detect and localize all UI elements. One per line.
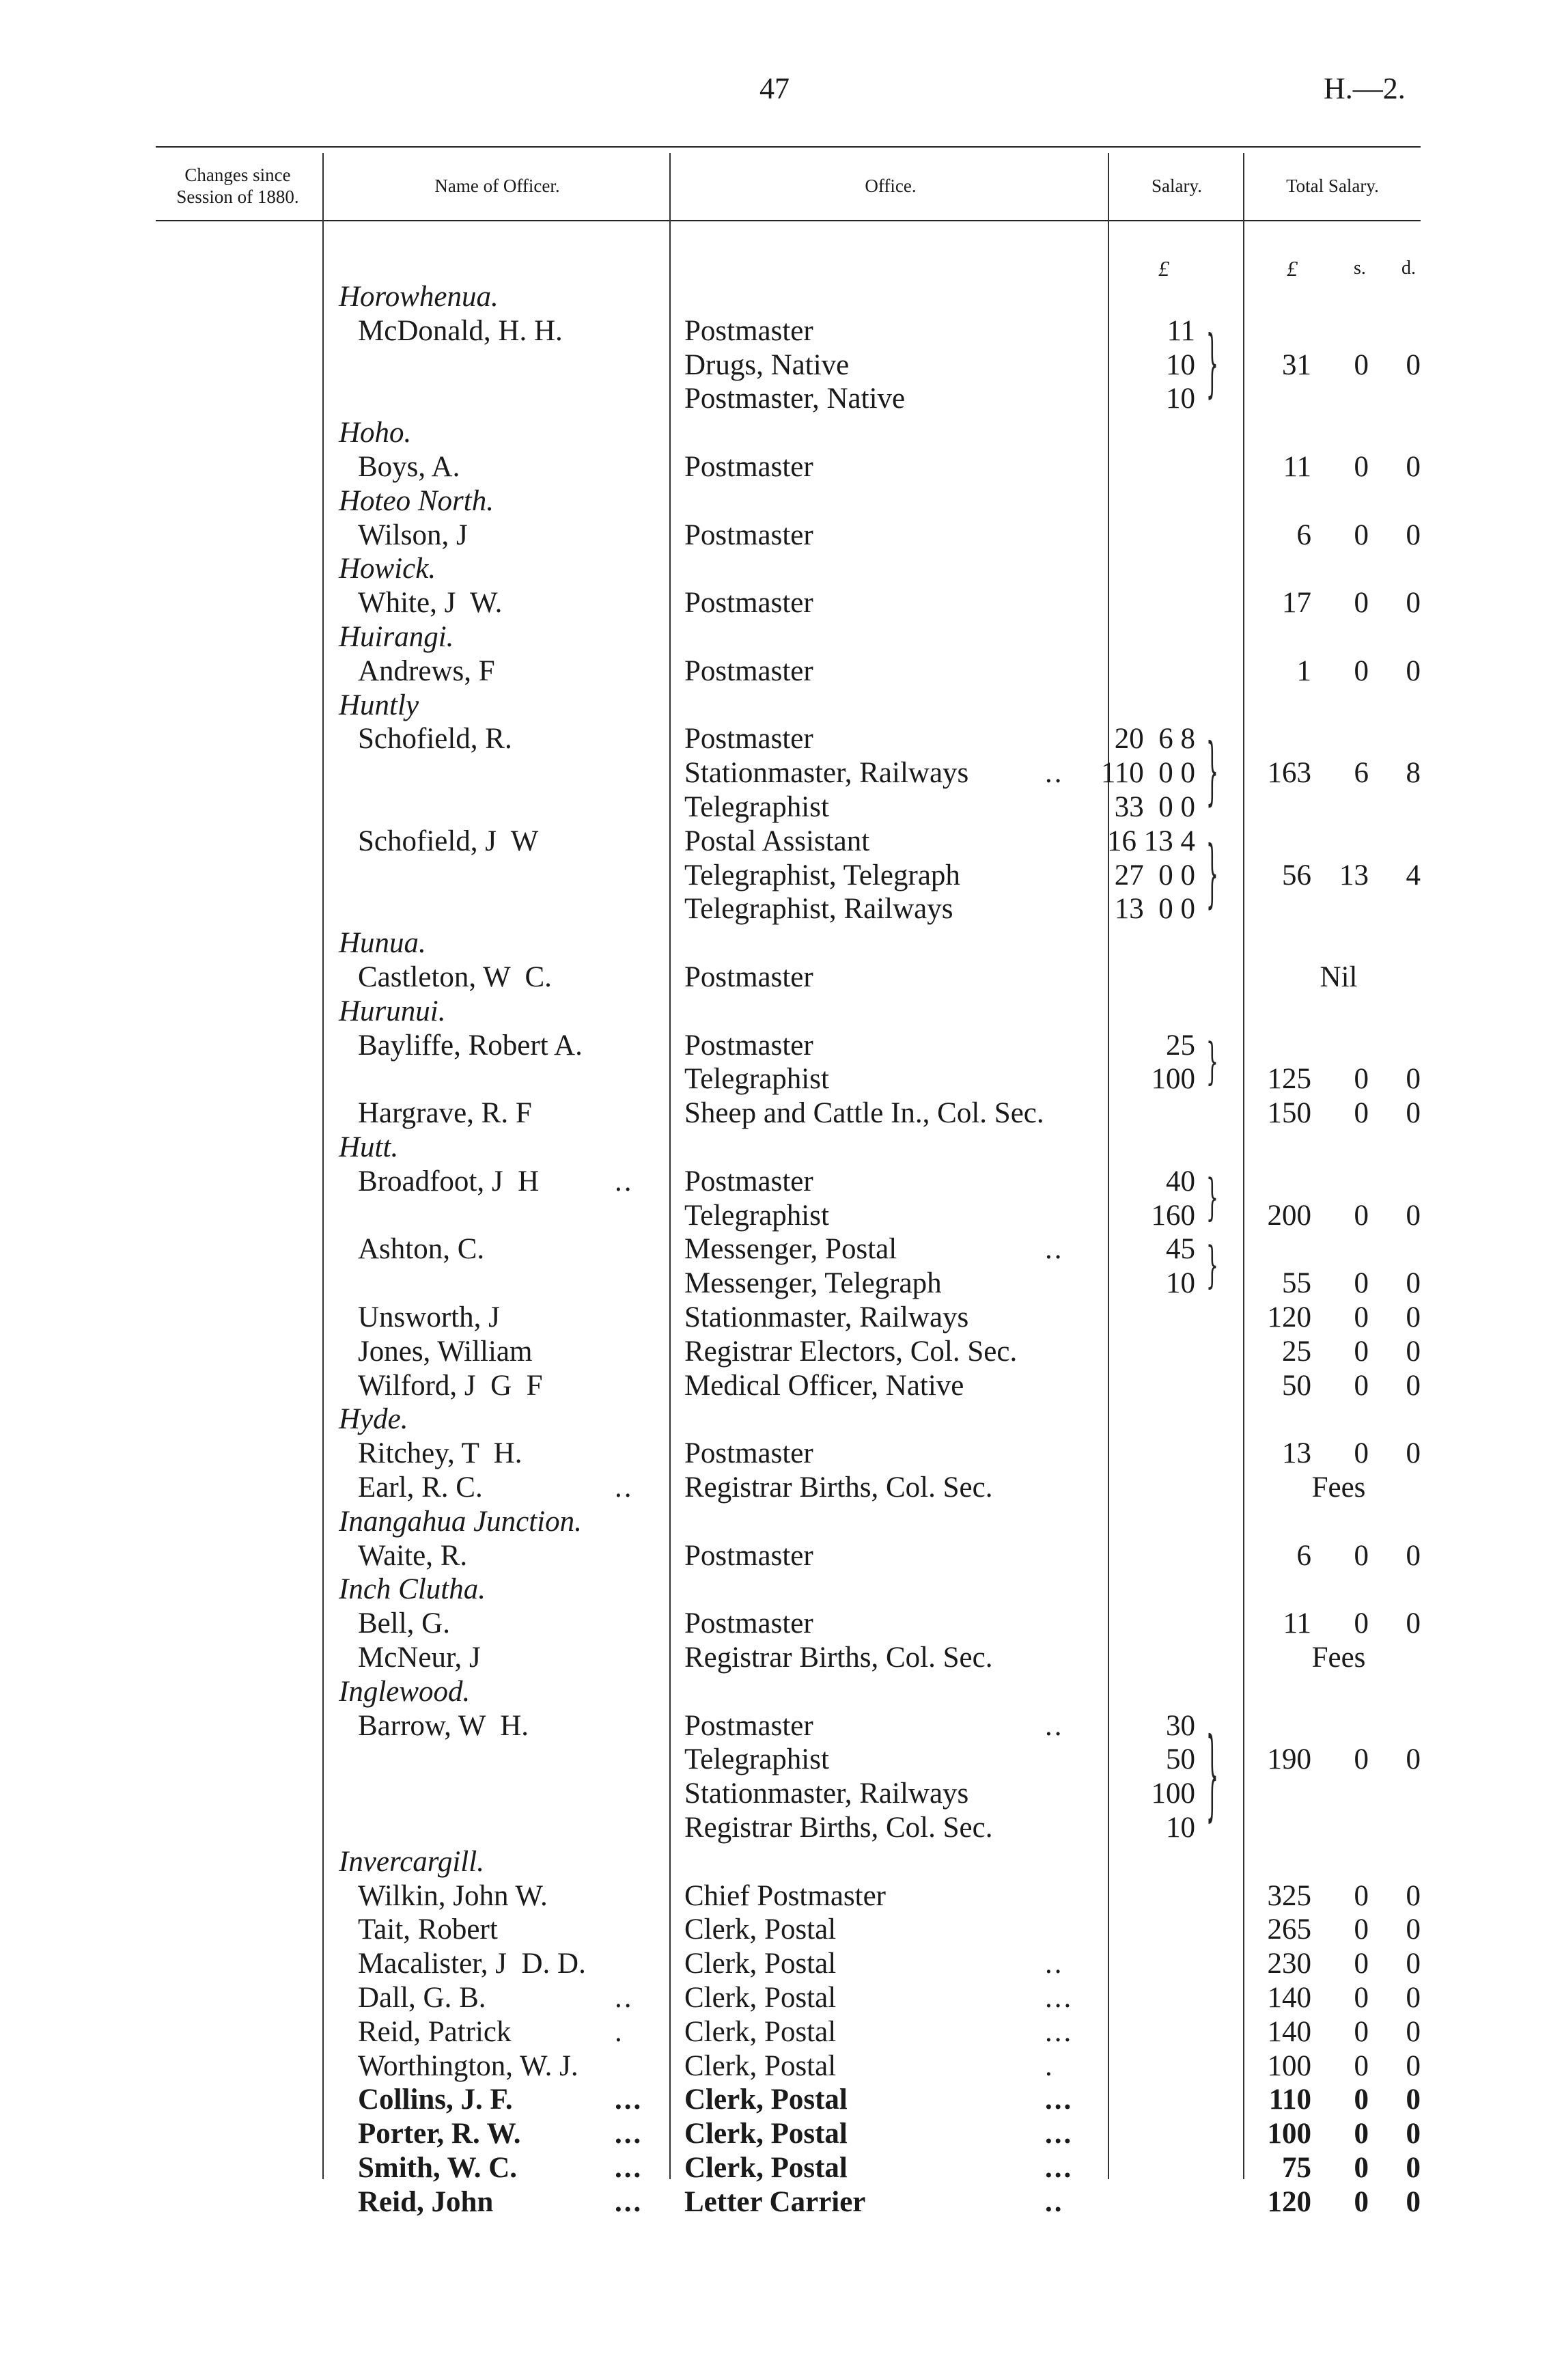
salary-value: 20 6 8 — [1114, 723, 1195, 756]
total-shillings: 0 — [1354, 587, 1369, 620]
total-note: Nil — [1320, 961, 1358, 993]
page-number: 47 — [759, 72, 790, 105]
town-heading-row — [0, 1573, 1549, 1607]
total-pounds: 11 — [1283, 451, 1311, 483]
total-pounds: 11 — [1283, 1607, 1311, 1640]
office-title: Telegraphist — [684, 1199, 829, 1232]
total-pence: 0 — [1406, 2152, 1421, 2184]
salary-value: 25 — [1166, 1029, 1195, 1062]
salary-value: 33 0 0 — [1114, 791, 1195, 823]
total-shillings: 0 — [1354, 1879, 1369, 1912]
grouping-brace: } — [1206, 1169, 1218, 1226]
salary-value: 27 0 0 — [1114, 859, 1195, 891]
office-title: Postmaster — [684, 723, 813, 756]
table-row — [0, 2049, 1549, 2084]
table-row — [0, 1641, 1549, 1675]
table-row — [0, 2185, 1549, 2219]
town-heading-row — [0, 416, 1549, 450]
table-row — [0, 1709, 1549, 1743]
total-pounds: 150 — [1267, 1097, 1311, 1130]
table-row — [0, 1913, 1549, 1947]
total-shillings: 0 — [1354, 654, 1369, 687]
officer-name: Bell, G. — [358, 1607, 450, 1640]
office-title: Postmaster, Native — [684, 383, 906, 415]
town-heading-row — [0, 926, 1549, 960]
salary-value: 13 0 0 — [1114, 893, 1195, 926]
total-pounds: 17 — [1282, 587, 1311, 620]
town-heading-row — [0, 1505, 1549, 1539]
leader-dots: ... — [1045, 2015, 1074, 2048]
total-pounds: 6 — [1296, 518, 1311, 551]
town-heading: Hurunui. — [339, 995, 446, 1027]
table-row — [0, 1777, 1549, 1811]
table-row — [0, 1369, 1549, 1403]
table-row — [0, 1607, 1549, 1641]
office-title: Messenger, Postal — [684, 1233, 897, 1266]
total-pounds: 6 — [1296, 1539, 1311, 1572]
table-row — [0, 790, 1549, 825]
total-pence: 0 — [1406, 1982, 1421, 2014]
table-row — [0, 756, 1549, 790]
leader-dots: .. — [1045, 1233, 1064, 1266]
table-row — [0, 1437, 1549, 1471]
officer-name: Broadfoot, J H — [358, 1165, 540, 1198]
leader-dots: .. — [1045, 1709, 1064, 1742]
table-row — [0, 2015, 1549, 2049]
officer-name: Schofield, R. — [358, 723, 512, 756]
office-title: Clerk, Postal — [684, 1948, 837, 1980]
salary-value: 160 — [1151, 1199, 1195, 1232]
town-heading: Huntly — [339, 689, 419, 721]
office-title: Telegraphist, Telegraph — [684, 859, 960, 891]
table-row — [0, 1267, 1549, 1301]
total-pounds: 125 — [1267, 1063, 1311, 1096]
town-heading: Hoteo North. — [339, 484, 494, 517]
leader-dots: ... — [1045, 2084, 1074, 2116]
leader-dots: .. — [1045, 757, 1064, 790]
office-title: Postmaster — [684, 1165, 813, 1198]
total-pence: 0 — [1406, 1063, 1421, 1096]
total-shillings: 0 — [1354, 2084, 1369, 2116]
total-shillings: 0 — [1354, 1948, 1369, 1980]
table-row — [0, 960, 1549, 995]
total-pence: 0 — [1406, 2049, 1421, 2082]
total-pounds: 163 — [1267, 757, 1311, 790]
town-heading: Hutt. — [339, 1131, 399, 1163]
salary-value: 10 — [1166, 383, 1195, 415]
office-title: Postmaster — [684, 1437, 813, 1470]
total-pence: 0 — [1406, 1267, 1421, 1300]
total-pounds: 75 — [1282, 2152, 1311, 2184]
column-header-total: Total Salary. — [1286, 176, 1379, 196]
grouping-brace: } — [1206, 1033, 1218, 1090]
officer-name: Barrow, W H. — [358, 1709, 529, 1742]
leader-dots: .. — [615, 1471, 634, 1504]
town-heading: Inch Clutha. — [339, 1573, 486, 1606]
officer-name: Ashton, C. — [358, 1233, 485, 1266]
table-row — [0, 1947, 1549, 1981]
total-note: Fees — [1311, 1642, 1366, 1674]
town-heading: Horowhenua. — [339, 281, 499, 313]
total-shillings: 0 — [1354, 1199, 1369, 1232]
total-shillings: 13 — [1339, 859, 1369, 891]
table-row — [0, 1471, 1549, 1505]
officer-name: Andrews, F — [358, 654, 495, 687]
salary-value: 30 — [1166, 1709, 1195, 1742]
total-pounds: 265 — [1267, 1913, 1311, 1946]
total-pence: 0 — [1406, 1437, 1421, 1470]
officer-name: Schofield, J W — [358, 825, 539, 857]
office-title: Stationmaster, Railways — [684, 1777, 969, 1810]
total-shillings: 0 — [1354, 1063, 1369, 1096]
officer-name: Tait, Robert — [358, 1913, 498, 1946]
office-title: Telegraphist, Railways — [684, 893, 953, 926]
town-heading-row — [0, 552, 1549, 586]
town-heading-row — [0, 484, 1549, 518]
office-title: Telegraphist — [684, 791, 829, 823]
office-title: Postmaster — [684, 1709, 813, 1742]
office-title: Clerk, Postal — [684, 2152, 848, 2184]
office-title: Clerk, Postal — [684, 2015, 837, 2048]
total-shillings: 6 — [1354, 757, 1369, 790]
officer-name: Earl, R. C. — [358, 1471, 483, 1504]
officer-name: Boys, A. — [358, 451, 460, 483]
leader-dots: ... — [615, 2084, 643, 2116]
officer-name: Wilford, J G F — [358, 1369, 543, 1402]
total-pence: 0 — [1406, 2185, 1421, 2218]
table-row — [0, 382, 1549, 416]
officer-name: Wilkin, John W. — [358, 1879, 548, 1912]
office-title: Postmaster — [684, 451, 813, 483]
total-pence: 0 — [1406, 1301, 1421, 1333]
total-shillings: 0 — [1354, 518, 1369, 551]
officer-name: Worthington, W. J. — [358, 2049, 578, 2082]
town-heading: Huirangi. — [339, 621, 454, 653]
officer-name: Reid, John — [358, 2185, 494, 2218]
town-heading-row — [0, 1675, 1549, 1709]
office-title: Clerk, Postal — [684, 1913, 837, 1946]
salary-value: 45 — [1166, 1233, 1195, 1266]
town-heading: Inangahua Junction. — [339, 1505, 582, 1538]
total-pounds: 140 — [1267, 2015, 1311, 2048]
table-row — [0, 1029, 1549, 1063]
office-title: Postmaster — [684, 518, 813, 551]
total-pence: 8 — [1406, 757, 1421, 790]
officer-name: Smith, W. C. — [358, 2152, 517, 2184]
leader-dots: .. — [1045, 1948, 1064, 1980]
officer-name: Macalister, J D. D. — [358, 1948, 586, 1980]
table-row — [0, 654, 1549, 689]
officer-name: Hargrave, R. F — [358, 1097, 532, 1130]
officer-name: Dall, G. B. — [358, 1982, 486, 2014]
table-row — [0, 1096, 1549, 1131]
office-title: Clerk, Postal — [684, 1982, 837, 2014]
column-header-changes: Changes since Session of 1880. — [176, 165, 299, 207]
total-shillings: 0 — [1354, 348, 1369, 381]
total-shillings: 0 — [1354, 1913, 1369, 1946]
total-pence: 0 — [1406, 1097, 1421, 1130]
table-row — [0, 1165, 1549, 1199]
total-pounds: 56 — [1282, 859, 1311, 891]
total-pence: 0 — [1406, 654, 1421, 687]
office-title: Letter Carrier — [684, 2185, 866, 2218]
total-pence: 0 — [1406, 1913, 1421, 1946]
grouping-brace: } — [1206, 1237, 1218, 1295]
total-pounds: 200 — [1267, 1199, 1311, 1232]
total-pence: 0 — [1406, 1369, 1421, 1402]
town-heading: Inglewood. — [339, 1675, 471, 1708]
total-pounds: 140 — [1267, 1982, 1311, 2014]
town-heading: Hunua. — [339, 927, 426, 960]
total-pence: 0 — [1406, 2015, 1421, 2048]
officer-name: McDonald, H. H. — [358, 314, 563, 347]
table-row — [0, 892, 1549, 926]
total-pounds: 25 — [1282, 1335, 1311, 1368]
leader-dots: . — [1045, 2049, 1055, 2082]
table-row — [0, 314, 1549, 348]
total-pence: 0 — [1406, 1743, 1421, 1776]
total-pence: 0 — [1406, 1539, 1421, 1572]
office-title: Postmaster — [684, 1029, 813, 1062]
officer-name: Wilson, J — [358, 518, 468, 551]
total-pence: 0 — [1406, 518, 1421, 551]
salary-value: 11 — [1167, 314, 1195, 347]
total-pounds: 230 — [1267, 1948, 1311, 1980]
table-row — [0, 1539, 1549, 1573]
office-title: Registrar Births, Col. Sec. — [684, 1812, 993, 1844]
officer-name: Ritchey, T H. — [358, 1437, 522, 1470]
office-title: Medical Officer, Native — [684, 1369, 964, 1402]
total-shillings: 0 — [1354, 1743, 1369, 1776]
total-pence: 0 — [1406, 2118, 1421, 2150]
office-title: Sheep and Cattle In., Col. Sec. — [684, 1097, 1044, 1130]
office-title: Drugs, Native — [684, 348, 850, 381]
grouping-brace: } — [1206, 831, 1218, 917]
office-title: Clerk, Postal — [684, 2049, 837, 2082]
table-row — [0, 586, 1549, 620]
table-row — [0, 1981, 1549, 2015]
total-note: Fees — [1311, 1471, 1366, 1504]
total-pence: 0 — [1406, 1948, 1421, 1980]
total-pounds: 110 — [1268, 2084, 1311, 2116]
total-pence: 4 — [1406, 859, 1421, 891]
total-pounds: 190 — [1267, 1743, 1311, 1776]
total-pound-unit: £ — [1287, 256, 1298, 281]
column-header-office: Office. — [865, 176, 917, 196]
total-pence: 0 — [1406, 451, 1421, 483]
table-row — [0, 1335, 1549, 1369]
table-row — [0, 2117, 1549, 2151]
leader-dots: ... — [1045, 2118, 1074, 2150]
table-row — [0, 1811, 1549, 1845]
officer-name: White, J W. — [358, 587, 503, 620]
total-shillings: 0 — [1354, 1097, 1369, 1130]
total-pence-unit: d. — [1401, 258, 1416, 279]
leader-dots: .. — [615, 1165, 634, 1198]
salary-value: 10 — [1166, 1267, 1195, 1300]
town-heading-row — [0, 620, 1549, 654]
total-pence: 0 — [1406, 1335, 1421, 1368]
town-heading-row — [0, 1402, 1549, 1437]
office-title: Postmaster — [684, 1539, 813, 1572]
column-header-name: Name of Officer. — [434, 176, 560, 196]
table-row — [0, 450, 1549, 484]
leader-dots: . — [615, 2015, 624, 2048]
officer-name: Jones, William — [358, 1335, 533, 1368]
total-pounds: 50 — [1282, 1369, 1311, 1402]
total-shillings: 0 — [1354, 2015, 1369, 2048]
total-shillings: 0 — [1354, 1267, 1369, 1300]
total-pence: 0 — [1406, 348, 1421, 381]
office-title: Stationmaster, Railways — [684, 1301, 969, 1333]
office-title: Postmaster — [684, 314, 813, 347]
table-row — [0, 859, 1549, 893]
total-shillings: 0 — [1354, 1607, 1369, 1640]
office-title: Registrar Births, Col. Sec. — [684, 1471, 993, 1504]
header-top-rule — [156, 146, 1421, 148]
table-row — [0, 1062, 1549, 1096]
total-pence: 0 — [1406, 1607, 1421, 1640]
table-row — [0, 2151, 1549, 2185]
officer-name: Collins, J. F. — [358, 2084, 513, 2116]
officer-name: Castleton, W C. — [358, 961, 552, 993]
salary-value: 100 — [1151, 1063, 1195, 1096]
officer-name: McNeur, J — [358, 1642, 481, 1674]
table-row — [0, 1199, 1549, 1233]
table-row — [0, 1743, 1549, 1777]
town-heading: Hyde. — [339, 1403, 408, 1436]
salary-value: 50 — [1166, 1743, 1195, 1776]
office-title: Clerk, Postal — [684, 2118, 848, 2150]
total-shillings-unit: s. — [1354, 258, 1366, 279]
table-row — [0, 2083, 1549, 2117]
office-title: Registrar Electors, Col. Sec. — [684, 1335, 1018, 1368]
grouping-brace: } — [1206, 730, 1218, 815]
table-row — [0, 722, 1549, 756]
officer-name: Bayliffe, Robert A. — [358, 1029, 583, 1062]
total-pence: 0 — [1406, 1879, 1421, 1912]
total-pounds: 100 — [1267, 2049, 1311, 2082]
salary-value: 40 — [1166, 1165, 1195, 1198]
total-pounds: 120 — [1267, 2185, 1311, 2218]
table-row — [0, 518, 1549, 553]
table-row — [0, 348, 1549, 383]
total-shillings: 0 — [1354, 1369, 1369, 1402]
town-heading-row — [0, 1845, 1549, 1879]
salary-value: 10 — [1166, 348, 1195, 381]
document-reference: H.—2. — [1324, 72, 1406, 105]
total-pounds: 325 — [1267, 1879, 1311, 1912]
leader-dots: ... — [1045, 1982, 1074, 2014]
office-title: Registrar Births, Col. Sec. — [684, 1642, 993, 1674]
grouping-brace: } — [1206, 1719, 1218, 1832]
total-shillings: 0 — [1354, 2118, 1369, 2150]
table-row — [0, 825, 1549, 859]
salary-value: 16 13 4 — [1107, 825, 1195, 857]
column-header-salary: Salary. — [1152, 176, 1202, 196]
town-heading: Invercargill. — [339, 1845, 484, 1878]
leader-dots: ... — [615, 2118, 643, 2150]
total-shillings: 0 — [1354, 2185, 1369, 2218]
office-title: Postmaster — [684, 961, 813, 993]
office-title: Postmaster — [684, 654, 813, 687]
leader-dots: ... — [615, 2152, 643, 2184]
office-title: Telegraphist — [684, 1063, 829, 1096]
officer-name: Waite, R. — [358, 1539, 468, 1572]
total-pounds: 100 — [1267, 2118, 1311, 2150]
total-shillings: 0 — [1354, 1335, 1369, 1368]
officer-name: Porter, R. W. — [358, 2118, 521, 2150]
town-heading-row — [0, 995, 1549, 1029]
total-pounds: 31 — [1282, 348, 1311, 381]
total-shillings: 0 — [1354, 1982, 1369, 2014]
total-pence: 0 — [1406, 587, 1421, 620]
total-pounds: 1 — [1296, 654, 1311, 687]
town-heading-row — [0, 1131, 1549, 1165]
officer-name: Reid, Patrick — [358, 2015, 512, 2048]
total-pence: 0 — [1406, 1199, 1421, 1232]
grouping-brace: } — [1206, 321, 1218, 406]
office-title: Chief Postmaster — [684, 1879, 886, 1912]
total-shillings: 0 — [1354, 1539, 1369, 1572]
town-heading: Hoho. — [339, 417, 412, 449]
office-title: Postmaster — [684, 1607, 813, 1640]
total-shillings: 0 — [1354, 451, 1369, 483]
salary-pound-unit: £ — [1158, 256, 1169, 281]
leader-dots: ... — [615, 2185, 643, 2218]
table-row — [0, 1879, 1549, 1913]
office-title: Messenger, Telegraph — [684, 1267, 942, 1300]
town-heading-row — [0, 689, 1549, 723]
total-pounds: 13 — [1282, 1437, 1311, 1470]
total-pounds: 55 — [1282, 1267, 1311, 1300]
header-bottom-rule — [156, 220, 1421, 221]
leader-dots: ... — [1045, 2152, 1074, 2184]
office-title: Postmaster — [684, 587, 813, 620]
total-shillings: 0 — [1354, 2049, 1369, 2082]
town-heading: Howick. — [339, 553, 436, 585]
total-shillings: 0 — [1354, 1301, 1369, 1333]
leader-dots: .. — [615, 1982, 634, 2014]
table-row — [0, 1301, 1549, 1335]
salary-value: 10 — [1166, 1812, 1195, 1844]
office-title: Postal Assistant — [684, 825, 870, 857]
town-heading-row — [0, 280, 1549, 314]
salary-value: 110 0 0 — [1100, 757, 1195, 790]
table-row — [0, 1232, 1549, 1267]
total-shillings: 0 — [1354, 2152, 1369, 2184]
office-title: Stationmaster, Railways — [684, 757, 969, 790]
total-shillings: 0 — [1354, 1437, 1369, 1470]
total-pounds: 120 — [1267, 1301, 1311, 1333]
office-title: Clerk, Postal — [684, 2084, 848, 2116]
salary-value: 100 — [1151, 1777, 1195, 1810]
office-title: Telegraphist — [684, 1743, 829, 1776]
officer-name: Unsworth, J — [358, 1301, 500, 1333]
leader-dots: .. — [1045, 2185, 1064, 2218]
total-pence: 0 — [1406, 2084, 1421, 2116]
